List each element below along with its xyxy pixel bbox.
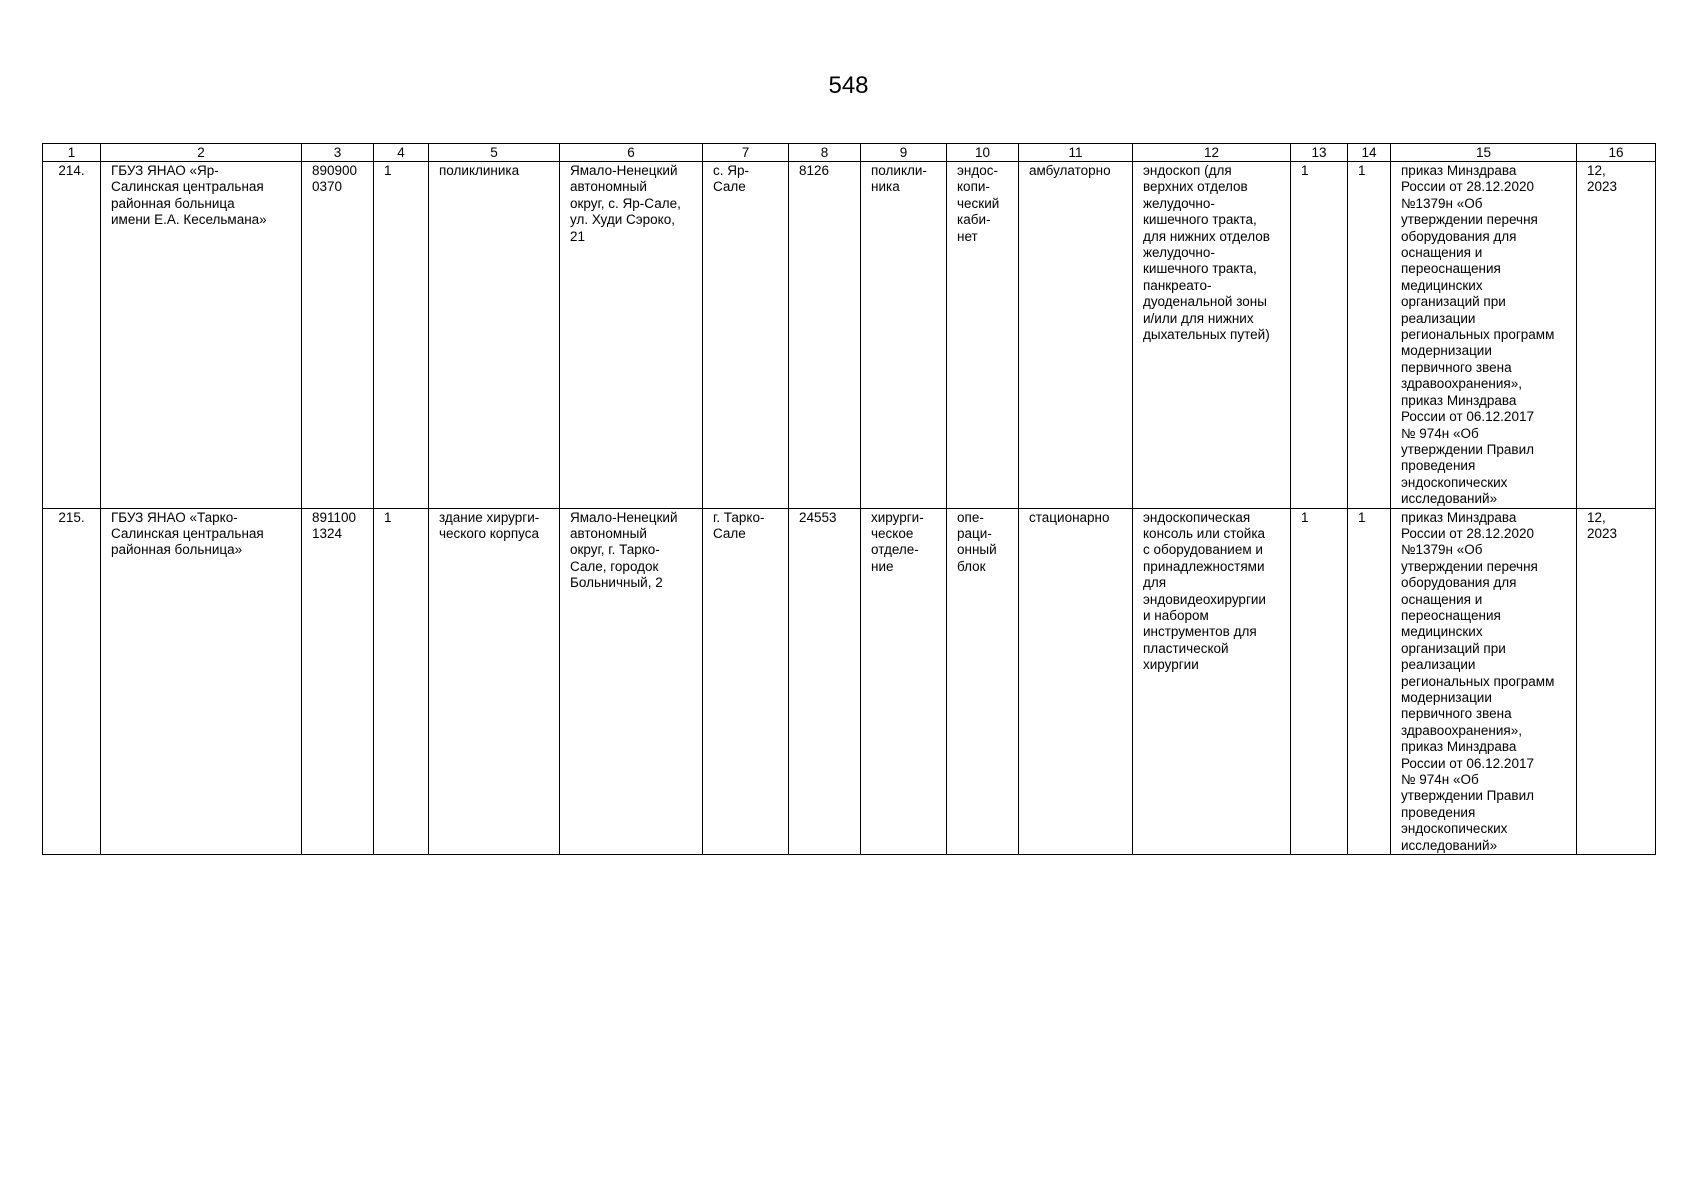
organization-name: ГБУЗ ЯНАО «Яр- Салинская центральная районная больница имени Е.А. Кесельмана» [101,162,302,509]
column-header: 13 [1291,144,1348,162]
column-header: 9 [861,144,947,162]
column-header: 10 [947,144,1019,162]
column-header: 14 [1348,144,1391,162]
delivery-date: 12, 2023 [1577,508,1656,855]
column-header: 15 [1391,144,1577,162]
population: 24553 [789,508,861,855]
row-number: 214. [43,162,101,509]
column-header: 2 [101,144,302,162]
department: поликли- ника [861,162,947,509]
table-row [43,508,1656,855]
locality: г. Тарко- Сале [703,508,789,855]
column-header: 8 [789,144,861,162]
quantity-planned: 1 [1348,162,1391,509]
organization-code: 891100 1324 [302,508,374,855]
quantity-required: 1 [1291,508,1348,855]
header-row [43,144,1656,162]
room: опе- раци- онный блок [947,508,1019,855]
page-number: 548 [828,72,869,99]
delivery-date: 12, 2023 [1577,162,1656,509]
department: хирурги- ческое отделе- ние [861,508,947,855]
care-conditions: стационарно [1019,508,1133,855]
locality: с. Яр- Сале [703,162,789,509]
equipment-name: эндоскопическая консоль или стойка с оборудованием и принадлежностями для эндовидеохирургии и набором инструментов для пластической хирургии [1133,508,1291,855]
table-row [43,162,1656,509]
column-header: 6 [560,144,703,162]
population: 8126 [789,162,861,509]
organization-name: ГБУЗ ЯНАО «Тарко- Салинская центральная районная больница» [101,508,302,855]
column-header: 12 [1133,144,1291,162]
column-header: 7 [703,144,789,162]
building-type: здание хирурги- ческого корпуса [429,508,560,855]
column-header: 5 [429,144,560,162]
regulation-reference: приказ Минздрава России от 28.12.2020 №1379н «Об утверждении перечня оборудования для оснащения и переоснащения медицинских организаций при реализации региональных программ модернизации первичного звена здравоохранения», приказ Минздрава России от 06.12.2017 № 974н «Об утверждении Правил проведения эндоскопических исследований» [1391,162,1577,509]
quantity-planned: 1 [1348,508,1391,855]
building-count: 1 [374,162,429,509]
quantity-required: 1 [1291,162,1348,509]
building-count: 1 [374,508,429,855]
equipment-table [42,143,1656,855]
equipment-name: эндоскоп (для верхних отделов желудочно- кишечного тракта, для нижних отделов желудочно- кишечного тракта, панкреато- дуоденальной зоны и/или для нижних дыхательных путей) [1133,162,1291,509]
column-header: 11 [1019,144,1133,162]
column-header: 4 [374,144,429,162]
regulation-reference: приказ Минздрава России от 28.12.2020 №1379н «Об утверждении перечня оборудования для оснащения и переоснащения медицинских организаций при реализации региональных программ модернизации первичного звена здравоохранения», приказ Минздрава России от 06.12.2017 № 974н «Об утверждении Правил проведения эндоскопических исследований» [1391,508,1577,855]
column-header: 16 [1577,144,1656,162]
building-type: поликлиника [429,162,560,509]
column-header: 1 [43,144,101,162]
room: эндос- копи- ческий каби- нет [947,162,1019,509]
address: Ямало-Ненецкий автономный округ, г. Тарко- Сале, городок Больничный, 2 [560,508,703,855]
column-header: 3 [302,144,374,162]
care-conditions: амбулаторно [1019,162,1133,509]
organization-code: 890900 0370 [302,162,374,509]
address: Ямало-Ненецкий автономный округ, с. Яр-Сале, ул. Худи Сэроко, 21 [560,162,703,509]
row-number: 215. [43,508,101,855]
